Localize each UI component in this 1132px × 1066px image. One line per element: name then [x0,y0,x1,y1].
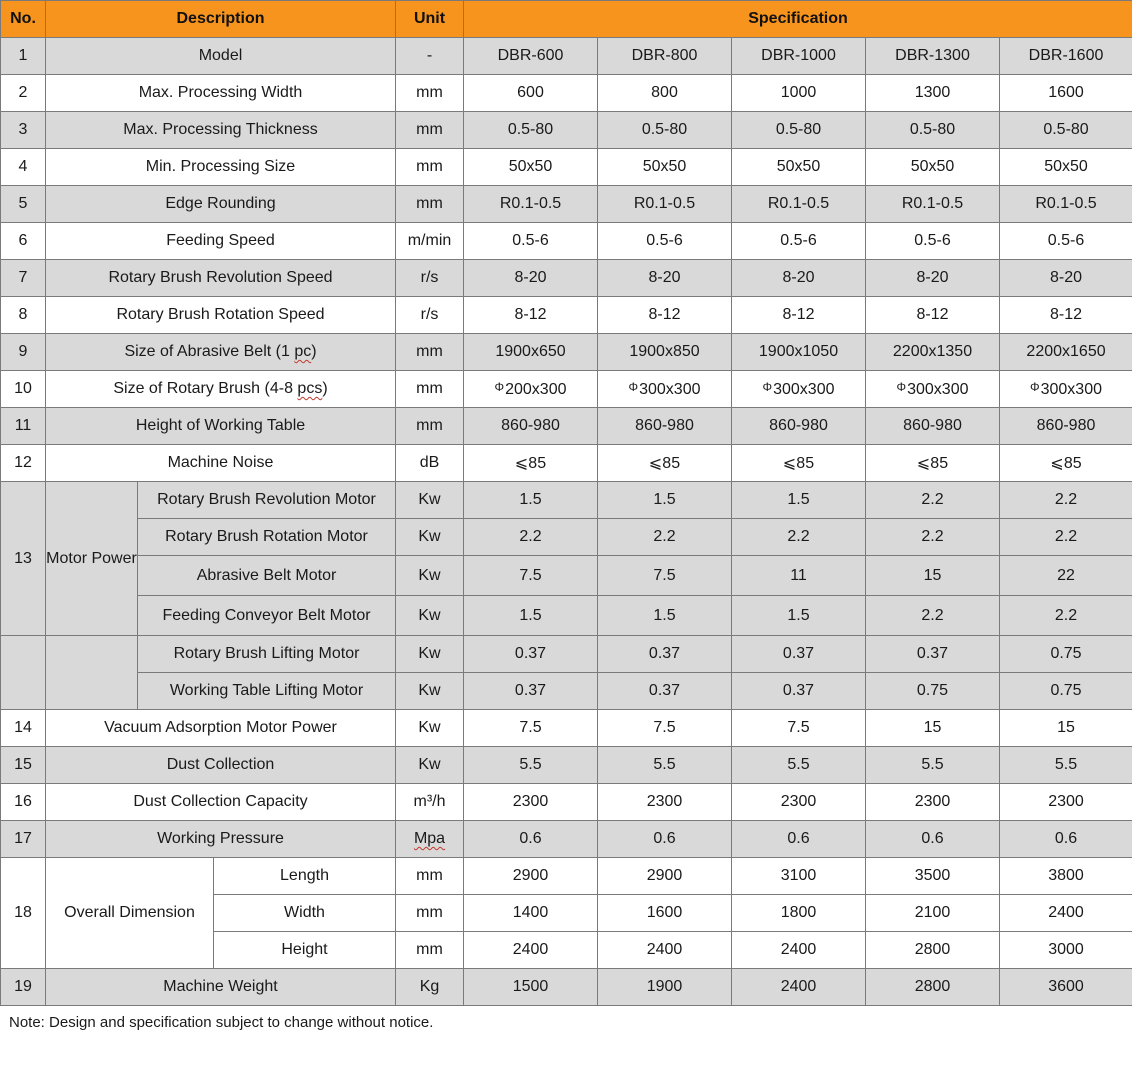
row-number: 1 [1,38,46,75]
row-unit: mm [396,858,464,895]
row-description: Rotary Brush Rotation Speed [46,297,396,334]
row-number: 10 [1,371,46,408]
diameter-symbol: Φ [896,379,907,394]
spec-value: 0.5-6 [1000,223,1132,260]
row-description: Model [46,38,396,75]
spec-value: 0.5-6 [598,223,732,260]
header-no: No. [1,1,46,38]
spec-value: ⩽85 [464,445,598,482]
spec-value: DBR-1300 [866,38,1000,75]
spec-value: 3500 [866,858,1000,895]
spec-value: 2900 [598,858,732,895]
spec-value: ⩽85 [866,445,1000,482]
spec-value: 8-12 [598,297,732,334]
spec-value: 2300 [1000,784,1132,821]
spec-value: 3000 [1000,932,1132,969]
description-text: Size of Rotary Brush (4-8 [113,380,298,397]
spec-value: 3800 [1000,858,1132,895]
spec-value [866,371,1000,408]
spec-value: 0.37 [598,636,732,673]
spec-value: 15 [866,710,1000,747]
row-unit: mm [396,149,464,186]
spec-value: 0.37 [464,636,598,673]
spec-value: 8-20 [866,260,1000,297]
diameter-symbol: Φ [494,379,505,394]
spec-value: 0.5-6 [464,223,598,260]
row-description: Abrasive Belt Motor [138,556,396,596]
table-row [1,636,1132,673]
row-unit: Kw [396,556,464,596]
spec-value: 860-980 [1000,408,1132,445]
spec-value: 2300 [464,784,598,821]
description-text-flagged: pcs [297,380,323,397]
row-number: 2 [1,75,46,112]
spec-value: 2.2 [1000,596,1132,636]
row-description: Rotary Brush Rotation Motor [138,519,396,556]
row-unit: mm [396,408,464,445]
spec-value: 2400 [464,932,598,969]
row-unit [396,821,464,858]
table-row [1,445,1132,482]
spec-value: 0.5-80 [1000,112,1132,149]
row-description: Length [214,858,396,895]
row-description: Vacuum Adsorption Motor Power [46,710,396,747]
table-row [1,408,1132,445]
spec-value: DBR-600 [464,38,598,75]
spec-value: 22 [1000,556,1132,596]
row-unit: mm [396,75,464,112]
spec-value: 2300 [732,784,866,821]
spec-value: 1900x1050 [732,334,866,371]
spec-value: 11 [732,556,866,596]
table-header-row [1,1,1132,38]
row-unit: mm [396,334,464,371]
spec-value: 50x50 [866,149,1000,186]
row-number: 14 [1,710,46,747]
row-unit: Kw [396,673,464,710]
spec-value: 8-20 [464,260,598,297]
spec-value: 8-12 [464,297,598,334]
spec-value: 7.5 [464,710,598,747]
row-description: Dust Collection [46,747,396,784]
table-row [1,371,1132,408]
spec-value [598,371,732,408]
table-row [1,112,1132,149]
row-description: Feeding Speed [46,223,396,260]
row-unit: mm [396,895,464,932]
row-number: 4 [1,149,46,186]
spec-value: 7.5 [732,710,866,747]
spec-value: 2200x1350 [866,334,1000,371]
row-unit: Kw [396,747,464,784]
spec-value: 3100 [732,858,866,895]
table-row [1,858,1132,895]
row-number: 7 [1,260,46,297]
row-description: Working Pressure [46,821,396,858]
spec-value: DBR-1600 [1000,38,1132,75]
table-row [1,38,1132,75]
spec-value: 2.2 [464,519,598,556]
spec-value: 0.5-6 [866,223,1000,260]
row-unit: m/min [396,223,464,260]
spec-value: 2200x1650 [1000,334,1132,371]
spec-value: 2300 [598,784,732,821]
description-text-end: ) [322,380,328,397]
description-text: Size of Abrasive Belt (1 [124,343,295,360]
row-unit: mm [396,371,464,408]
spec-value: 50x50 [1000,149,1132,186]
spec-value: 860-980 [732,408,866,445]
spec-value: 5.5 [464,747,598,784]
row-number: 3 [1,112,46,149]
spec-value: R0.1-0.5 [464,186,598,223]
row-unit: - [396,38,464,75]
description-text-end: ) [311,343,317,360]
spec-value: 0.5-80 [464,112,598,149]
spec-value: 860-980 [598,408,732,445]
spec-value: 2.2 [866,519,1000,556]
row-unit: mm [396,932,464,969]
row-number: 5 [1,186,46,223]
spec-value-text: 300x300 [907,380,969,398]
spec-value: 0.75 [1000,636,1132,673]
table-row [1,710,1132,747]
row-description [46,371,396,408]
spec-value: 1900x850 [598,334,732,371]
row-number: 15 [1,747,46,784]
spec-value: 15 [866,556,1000,596]
spec-value: 7.5 [598,556,732,596]
spec-value: 2.2 [598,519,732,556]
spec-value: 7.5 [598,710,732,747]
spec-value: 1800 [732,895,866,932]
spec-value [464,371,598,408]
spec-value: 2400 [1000,895,1132,932]
spec-value: 5.5 [732,747,866,784]
spec-value: 2.2 [866,482,1000,519]
spec-value: 860-980 [866,408,1000,445]
spec-value: 1.5 [464,482,598,519]
spec-value: ⩽85 [598,445,732,482]
spec-value: 600 [464,75,598,112]
spec-value: R0.1-0.5 [732,186,866,223]
spec-value-text: 300x300 [639,380,701,398]
spec-value: 5.5 [866,747,1000,784]
spec-value: 0.6 [1000,821,1132,858]
spec-value: 1500 [464,969,598,1006]
row-description [46,334,396,371]
spec-value: 8-12 [732,297,866,334]
group-label-motor-power: Motor Power [46,482,138,636]
table-row [1,556,1132,596]
spec-value: 0.6 [732,821,866,858]
spec-value: 0.5-6 [732,223,866,260]
spec-value: 5.5 [1000,747,1132,784]
spec-value: 2800 [866,969,1000,1006]
spec-value: 1000 [732,75,866,112]
diameter-symbol: Φ [628,379,639,394]
spec-value: 1.5 [464,596,598,636]
spec-value: 0.37 [866,636,1000,673]
spec-value: 1400 [464,895,598,932]
row-number: 11 [1,408,46,445]
spec-value: 2400 [732,969,866,1006]
header-description: Description [46,1,396,38]
spec-value: 2.2 [1000,482,1132,519]
spec-value: 2.2 [1000,519,1132,556]
table-row [1,260,1132,297]
spec-value: 8-20 [598,260,732,297]
table-row [1,596,1132,636]
table-row [1,673,1132,710]
footnote: Note: Design and specification subject to change without notice. [9,1014,434,1031]
table-row [1,223,1132,260]
spec-value: 2400 [598,932,732,969]
spec-value: ⩽85 [732,445,866,482]
row-unit: dB [396,445,464,482]
spec-value: R0.1-0.5 [1000,186,1132,223]
spec-value: 50x50 [598,149,732,186]
row-description: Feeding Conveyor Belt Motor [138,596,396,636]
row-description: Rotary Brush Revolution Motor [138,482,396,519]
table-row [1,519,1132,556]
spec-value: 0.5-80 [598,112,732,149]
row-number: 16 [1,784,46,821]
spec-value: 2800 [866,932,1000,969]
row-number: 13 [1,482,46,636]
spec-value: 1600 [598,895,732,932]
row-description: Edge Rounding [46,186,396,223]
spec-value: 7.5 [464,556,598,596]
row-unit: mm [396,186,464,223]
spec-value: 0.37 [598,673,732,710]
row-unit: Kw [396,519,464,556]
row-number: 19 [1,969,46,1006]
row-unit: Kw [396,710,464,747]
row-number: 12 [1,445,46,482]
spec-value: 1300 [866,75,1000,112]
spec-value: 0.6 [464,821,598,858]
row-unit: r/s [396,260,464,297]
spec-value: 8-20 [732,260,866,297]
spec-value: 0.37 [464,673,598,710]
spec-value-text: 300x300 [773,380,835,398]
unit-text-flagged: Mpa [413,830,446,847]
spec-value-text: 300x300 [1040,380,1102,398]
spec-value: 3600 [1000,969,1132,1006]
spec-value [732,371,866,408]
spec-value: 2400 [732,932,866,969]
row-number: 9 [1,334,46,371]
row-number: 17 [1,821,46,858]
row-number: 8 [1,297,46,334]
row-description: Working Table Lifting Motor [138,673,396,710]
diameter-symbol: Φ [762,379,773,394]
table-row [1,969,1132,1006]
group-label-overall-dimension: Overall Dimension [46,858,214,969]
row-unit: m³/h [396,784,464,821]
spec-value: 50x50 [464,149,598,186]
row-description: Max. Processing Thickness [46,112,396,149]
row-number: 6 [1,223,46,260]
spec-value: DBR-800 [598,38,732,75]
spec-value: 5.5 [598,747,732,784]
spec-value: 2.2 [866,596,1000,636]
row-description: Machine Weight [46,969,396,1006]
row-unit: Kg [396,969,464,1006]
spec-value: 8-20 [1000,260,1132,297]
spec-value: DBR-1000 [732,38,866,75]
spec-value: 1900x650 [464,334,598,371]
spec-value: R0.1-0.5 [866,186,1000,223]
row-description: Max. Processing Width [46,75,396,112]
spec-value: 0.75 [866,673,1000,710]
spec-value: R0.1-0.5 [598,186,732,223]
row-description: Dust Collection Capacity [46,784,396,821]
spec-value: 15 [1000,710,1132,747]
spec-value: 0.6 [866,821,1000,858]
table-row [1,297,1132,334]
header-unit: Unit [396,1,464,38]
spec-value: 0.5-80 [866,112,1000,149]
row-description: Min. Processing Size [46,149,396,186]
table-row [1,747,1132,784]
spec-value [1000,371,1132,408]
table-row [1,784,1132,821]
spec-value: 50x50 [732,149,866,186]
group-label-empty [46,636,138,710]
row-description: Rotary Brush Revolution Speed [46,260,396,297]
spec-value: 2100 [866,895,1000,932]
row-description: Machine Noise [46,445,396,482]
spec-value: 1.5 [732,482,866,519]
table-row [1,149,1132,186]
spec-value: 0.5-80 [732,112,866,149]
row-description: Height of Working Table [46,408,396,445]
row-description: Height [214,932,396,969]
row-unit: Kw [396,482,464,519]
spec-value: 1900 [598,969,732,1006]
spec-value: 1.5 [598,596,732,636]
spec-value: 2.2 [732,519,866,556]
table-row [1,482,1132,519]
spec-value: 0.6 [598,821,732,858]
spec-value-text: 200x300 [505,380,567,398]
spec-value: 1.5 [732,596,866,636]
spec-value: 0.37 [732,673,866,710]
row-number: 18 [1,858,46,969]
table-row [1,821,1132,858]
spec-value: 2300 [866,784,1000,821]
spec-value: 0.37 [732,636,866,673]
header-specification: Specification [464,1,1132,38]
spec-value: 8-12 [866,297,1000,334]
table-row [1,334,1132,371]
row-description: Rotary Brush Lifting Motor [138,636,396,673]
row-unit: mm [396,112,464,149]
spec-value: 1.5 [598,482,732,519]
spec-value: 8-12 [1000,297,1132,334]
spec-value: 2900 [464,858,598,895]
spec-value: 1600 [1000,75,1132,112]
row-description: Width [214,895,396,932]
table-row [1,186,1132,223]
spec-value: 860-980 [464,408,598,445]
spec-value: 800 [598,75,732,112]
table-row [1,75,1132,112]
row-unit: Kw [396,636,464,673]
row-unit: Kw [396,596,464,636]
diameter-symbol: Φ [1030,379,1040,394]
description-text-flagged: pc [294,343,312,360]
spec-value: ⩽85 [1000,445,1132,482]
row-unit: r/s [396,297,464,334]
spec-value: 0.75 [1000,673,1132,710]
row-number-empty [1,636,46,710]
